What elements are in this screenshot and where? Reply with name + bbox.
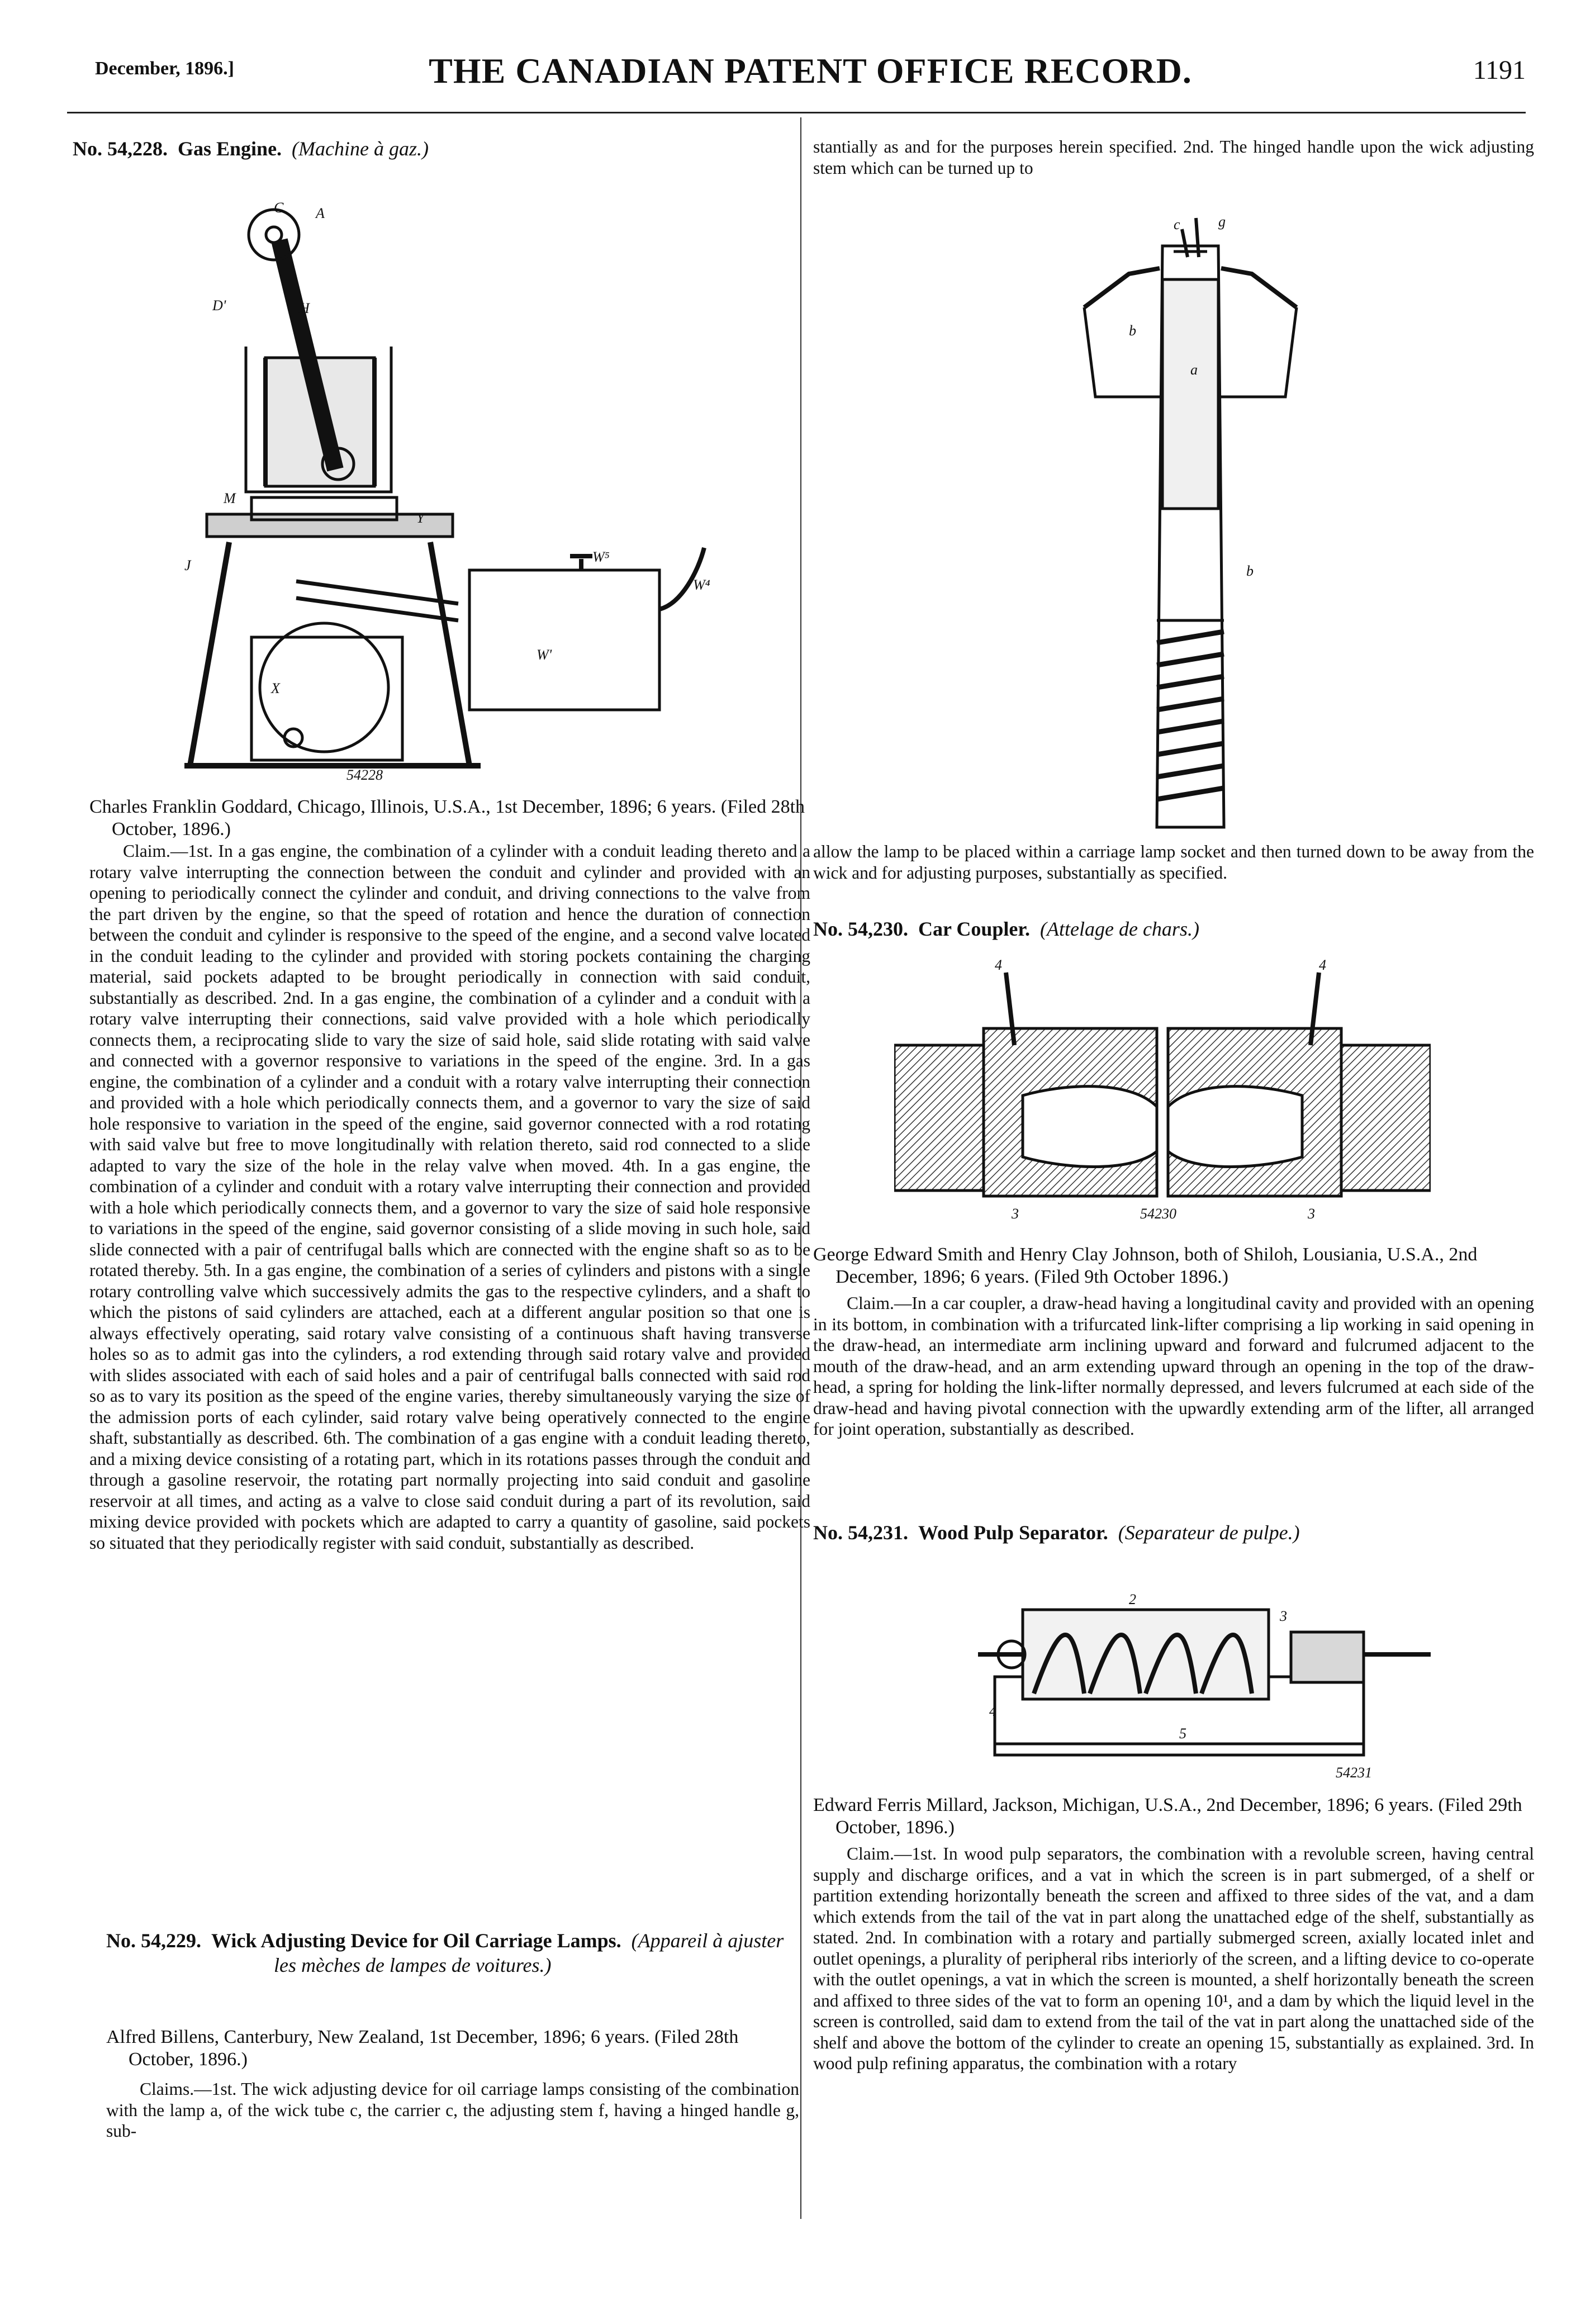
label-x: X: [271, 680, 280, 696]
label-j: J: [184, 557, 191, 573]
patent-french-name: (Appareil à ajuster les mèches de lampes de voitures.): [274, 1929, 784, 1976]
patent-54228-body: [89, 796, 810, 1553]
label-g: g: [1218, 214, 1226, 230]
patent-54230-body: [813, 1244, 1534, 1440]
label-2: 2: [1129, 1593, 1136, 1607]
pulp-separator-figure: [978, 1593, 1442, 1783]
figure-number-54230: 54230: [1140, 1206, 1176, 1222]
patent-claim-continued: allow the lamp to be placed within a carriage lamp socket and then turned down to be away from the wick and for adjusting purposes, substantially as specified.: [813, 842, 1534, 883]
label-3: 3: [1012, 1206, 1019, 1222]
label-c: c: [1174, 216, 1180, 233]
patent-54229-continued-bottom: [813, 841, 1534, 883]
patent-54228-heading: [73, 136, 794, 161]
figure-number-54228: 54228: [346, 767, 383, 783]
page-number: 1191: [1473, 55, 1526, 85]
patent-claim: Claim.—1st. In wood pulp separators, the combination with a revoluble screen, having central supply and discharge orifices, and a vat in which the screen is in part submerged, of a shelf or partition extending horizontally beneath the screen and affixed to three sides of the vat, and a dam which extends from the tail of the vat in part along the unattached edge of the shelf, substantially as stated. 2nd. In combination with a rotary and partially submerged screen, axially located inlet and outlet openings, a plurality of peripheral ribs interiorly of the screen, and a lifting device to co-operate with the outlet openings, a vat in which the screen is mounted, a shelf horizontally beneath the screen and affixed to three sides of the vat to form an opening 10¹, and a dam by which the liquid level in the screen is controlled, said dam to extend from the tail of the vat in part along the unattached side of the shelf and above the bottom of the cylinder to create an opening 15, substantially as explained. 3rd. In wood pulp refining apparatus, the combination with a rotary: [813, 1844, 1534, 2073]
page-header: [95, 50, 1526, 101]
patent-inventor: Charles Franklin Goddard, Chicago, Illinois, U.S.A., 1st December, 1896; 6 years. (Filed 28th October, 1896.): [89, 796, 805, 840]
label-4: 4: [989, 1703, 996, 1719]
label-3b: 3: [1308, 1206, 1315, 1222]
patent-claim-continued: stantially as and for the purposes herein specified. 2nd. The hinged handle upon the wick adjusting stem which can be turned up to: [813, 137, 1534, 178]
gas-engine-drawing: [168, 179, 738, 799]
patent-inventor: George Edward Smith and Henry Clay Johnson, both of Shiloh, Lousiania, U.S.A., 2nd December, 1896; 6 years. (Filed 9th October 1896.): [813, 1244, 1478, 1287]
label-m: M: [224, 490, 236, 506]
patent-claim-start: Claims.—1st. The wick adjusting device for oil carriage lamps consisting of the combination with the lamp a, of the wick tube c, the carrier c, the adjusting stem f, having a hinged handle g, sub-: [106, 2079, 799, 2141]
label-4: 4: [995, 957, 1002, 973]
issue-date: December, 1896.]: [95, 58, 234, 79]
car-coupler-drawing: [894, 950, 1431, 1230]
patent-claim: Claim.—In a car coupler, a draw-head having a longitudinal cavity and provided with an opening in its bottom, in combination with a trifurcated link-lifter comprising a lip working in said opening in the draw-head, an intermediate arm inclining upward and forward and fulcrumed adjacent to the mouth of the draw-head, and an arm extending upward through an opening in the top of the draw-head, a spring for holding the link-lifter normally depressed, and levers fulcrumed at each side of the draw-head and having pivotal connection with the upwardly extending arm of the lifter, all arranged for joint operation, substantially as described.: [813, 1293, 1534, 1439]
publication-title: THE CANADIAN PATENT OFFICE RECORD.: [429, 51, 1192, 91]
label-w5: W⁵: [592, 549, 610, 565]
label-y: Y: [416, 510, 425, 526]
patent-name: Wood Pulp Separator.: [918, 1521, 1108, 1544]
wick-device-figure: [1062, 196, 1313, 833]
label-h: H: [299, 300, 310, 316]
label-w4: W⁴: [693, 577, 710, 593]
patent-54230-heading: [813, 917, 1534, 941]
header-rule: [67, 112, 1526, 113]
label-a: a: [1190, 362, 1198, 378]
patent-name: Car Coupler.: [918, 918, 1031, 940]
label-c: C: [274, 200, 284, 216]
label-5: 5: [1179, 1725, 1186, 1742]
label-b: b: [1129, 322, 1136, 339]
patent-number: No. 54,229.: [106, 1929, 201, 1952]
patent-54229-heading: [106, 1928, 799, 1977]
patent-name: Wick Adjusting Device for Oil Carriage Lamps.: [211, 1929, 621, 1952]
patent-french-name: (Separateur de pulpe.): [1118, 1521, 1300, 1544]
label-b2: b: [1246, 563, 1254, 579]
patent-claim: Claim.—1st. In a gas engine, the combination of a cylinder with a conduit leading thereto and a rotary valve interrupting the connection between the conduit and cylinder and provided with an opening to periodically connect the cylinder and conduit, and driving connections to the valve from the part driven by the engine, so that the speed of rotation and hence the duration of connection between the conduit and cylinder is responsive to the speed of the engine, and a second valve located in the conduit leading to the cylinder and provided with storing pockets containing the charging material, said pockets adapted to be brought periodically in connection with said conduit, substantially as described. 2nd. In a gas engine, the combination of a cylinder and a conduit with a rotary valve interrupting their connections, said valve provided with a hole which periodically connects them, a reciprocating slide to vary the size of said hole, said slide rotating with said valve and connected with a governor responsive to variations in the speed of the engine. 3rd. In a gas engine, the combination of a cylinder and a conduit with a rotary valve interrupting their connection and provided with a hole which periodically connects them, and a governor to vary the size of said hole responsive to variation in the speed of the engine, said governor connected with a rod rotating with said valve but free to move longitudinally with relation thereto, said rod connected to a slide adapted to vary the size of the hole in the relay valve when moved. 4th. In a gas engine, the combination of a cylinder and conduit with a rotary valve interrupting their connection and provided with a hole which periodically connects them, and a governor to vary the size of said hole responsive to variations in the speed of the engine, said governor consisting of a slide moving in such hole, said slide connected with a pair of centrifugal balls which are connected with the engine shaft so as to be rotated thereby. 5th. In a gas engine, the combination of a series of cylinders and pistons with a single rotary controlling valve which successively admits the gas to the respective cylinders, and a shaft to which the pistons of said cylinders are attached, each at a different angular position so that one is always effectively operating, said rotary valve consisting of a continuous shaft having transverse holes so as to admit gas into the cylinders, a rod extending through said rotary valve and provided with slides associated with each of said holes and a pair of centrifugal balls connected with said rod so as to vary its position as the speed of the engine varies, thereby simultaneously varying the size of the admission ports of each cylinder, said rotary valve being operatively connected to the engine shaft, substantially as described. 6th. The combination of a gas engine with a conduit leading thereto, and a mixing device consisting of a rotating part, which in its rotations passes through the conduit and through a gasoline reservoir, the rotating part normally projecting into said conduit and gasoline reservoir at all times, and acting as a valve to close said conduit during a part of its revolution, said mixing device provided with pockets which are adapted to carry a quantity of gasoline, said pockets so situated that they periodically register with said conduit, substantially as described.: [89, 841, 810, 1553]
label-3: 3: [1280, 1608, 1287, 1624]
pulp-separator-drawing: [978, 1593, 1442, 1783]
gas-engine-figure: [168, 179, 738, 799]
label-w: W': [537, 647, 552, 663]
patent-french-name: (Machine à gaz.): [292, 137, 429, 160]
patent-number: No. 54,231.: [813, 1521, 908, 1544]
figure-number-54231: 54231: [1336, 1765, 1372, 1781]
label-4b: 4: [1319, 957, 1326, 973]
patent-french-name: (Attelage de chars.): [1040, 918, 1199, 940]
patent-54231-body: [813, 1794, 1534, 2074]
patent-inventor: Edward Ferris Millard, Jackson, Michigan, U.S.A., 2nd December, 1896; 6 years. (Filed 29th October, 1896.): [813, 1795, 1522, 1838]
patent-54229-continued-top: [813, 136, 1534, 178]
patent-name: Gas Engine.: [178, 137, 282, 160]
patent-number: No. 54,230.: [813, 918, 908, 940]
wick-device-drawing: [1062, 196, 1313, 833]
car-coupler-figure: [894, 950, 1431, 1230]
label-d: D': [212, 297, 226, 314]
patent-inventor: Alfred Billens, Canterbury, New Zealand, 1st December, 1896; 6 years. (Filed 28th October, 1896.): [106, 2027, 739, 2070]
label-a: A: [316, 205, 325, 221]
patent-54229-body: [106, 2026, 799, 2142]
patent-54231-heading: [813, 1520, 1534, 1545]
patent-number: No. 54,228.: [73, 137, 168, 160]
